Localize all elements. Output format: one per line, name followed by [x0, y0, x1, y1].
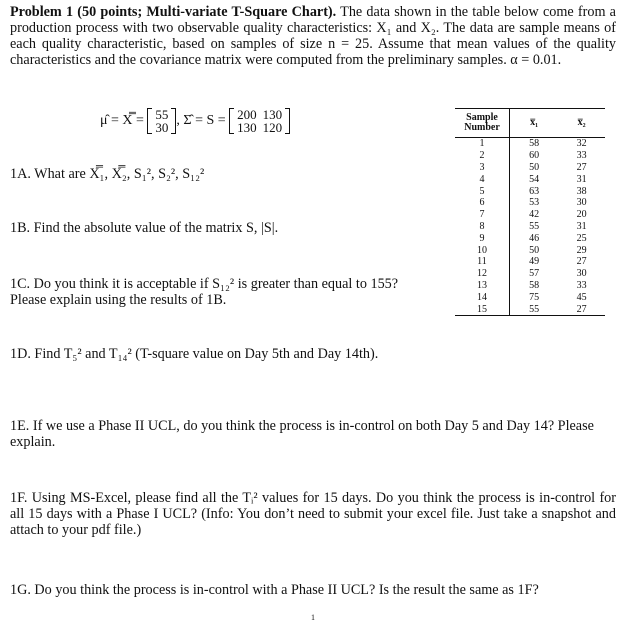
table-row	[455, 232, 605, 244]
question-1g: 1G. Do you think the process is in-control with a Phase II UCL? Is the result the same as 1F?	[10, 582, 539, 598]
x2bar-cell: 33	[576, 279, 587, 291]
sample-number-cell: 7	[455, 209, 510, 221]
question-1c	[10, 276, 450, 308]
x1bar-cell: 55	[529, 220, 540, 232]
x2bar-cell: 27	[576, 161, 587, 173]
parameter-formula	[100, 108, 290, 148]
x1bar-cell: 50	[529, 161, 540, 173]
table-row	[455, 221, 605, 233]
question-1c-line1: 1C. Do you think it is acceptable if S₁₂² is greater than equal to 155?	[10, 276, 399, 292]
x2bar-cell: 38	[576, 185, 587, 197]
header-sample-number: Sample Number	[455, 109, 510, 138]
x1bar-cell: 54	[529, 173, 540, 185]
x1bar-cell: 57	[529, 268, 540, 280]
problem-intro	[10, 4, 616, 68]
page-mark: 1	[311, 613, 315, 622]
x1bar-cell: 49	[529, 256, 540, 268]
table-row	[455, 138, 605, 150]
question-1d: 1D. Find T₅² and T₁₄² (T-square value on Day 5th and Day 14th).	[10, 346, 379, 362]
covariance-cell: 130	[237, 120, 257, 135]
x2bar-cell: 45	[576, 291, 587, 303]
covariance-cell: 200	[237, 107, 257, 122]
sample-number-cell: 10	[455, 244, 510, 256]
sample-number-cell: 12	[455, 268, 510, 280]
covariance-cell: 120	[262, 120, 283, 135]
sample-number-cell: 4	[455, 173, 510, 185]
mean-vector-cell: 55	[155, 107, 169, 122]
problem-description: The data shown in the table below come from a production process with two observable quality characteristics: X₁ and X₂. The data are sample means of each quality characteristic, based on samples of size n = 25. Assume that mean values of the quality characteristics and the covariance matrix were computed from the preliminary samples. α = 0.01.	[10, 4, 616, 68]
sample-number-cell: 14	[455, 291, 510, 303]
sample-number-cell: 13	[455, 280, 510, 292]
question-1e: 1E. If we use a Phase II UCL, do you think the process is in-control on both Day 5 and Day 14? Please explain.	[10, 418, 594, 450]
sample-data-table	[455, 108, 605, 316]
sample-number-cell: 8	[455, 221, 510, 233]
sample-number-cell: 2	[455, 150, 510, 162]
x2bar-cell: 20	[576, 209, 587, 221]
table-row	[455, 244, 605, 256]
x1bar-cell: 63	[529, 185, 540, 197]
x1bar-cell: 75	[529, 291, 540, 303]
table-row	[455, 280, 605, 292]
sample-number-cell: 1	[455, 138, 510, 150]
table-row	[455, 162, 605, 174]
table-row	[455, 197, 605, 209]
x1bar-cell: 60	[529, 150, 540, 162]
x2bar-cell: 27	[576, 256, 587, 268]
x1bar-cell: 55	[510, 303, 559, 315]
question-1f: 1F. Using MS-Excel, please find all the Tᵢ² values for 15 days. Do you think the process is in-control for all 15 days with a Phase I UCL? (Info: You don’t need to submit your excel file. Just take a snapshot and attach to your pdf file.)	[10, 490, 616, 538]
table-row	[455, 303, 605, 315]
sample-number-cell: 15	[455, 303, 510, 315]
covariance-matrix	[229, 108, 290, 134]
x1bar-cell: 42	[529, 209, 540, 221]
x2bar-cell: 33	[576, 150, 587, 162]
question-1a: 1A. What are X̿₁, X̿₂, S₁², S₂², S₁₂²	[10, 166, 205, 182]
x2bar-cell: 32	[576, 138, 587, 150]
x1bar-cell: 53	[529, 197, 540, 209]
x2bar-cell: 30	[576, 268, 587, 280]
sample-number-cell: 3	[455, 162, 510, 174]
table-row	[455, 150, 605, 162]
sample-number-cell: 11	[455, 256, 510, 268]
x1bar-cell: 50	[529, 244, 540, 256]
table-body	[455, 138, 605, 316]
mu-label: μ̂ = X̿ =	[100, 113, 144, 128]
x2bar-cell: 31	[576, 220, 587, 232]
problem-title: Problem 1 (50 points; Multi-variate T-Square Chart).	[10, 4, 337, 20]
sigma-label: , Σ̂ = S =	[176, 113, 226, 128]
table-row	[455, 268, 605, 280]
x2bar-cell: 30	[576, 197, 587, 209]
table-row	[455, 209, 605, 221]
question-1b: 1B. Find the absolute value of the matrix S, |S|.	[10, 220, 279, 236]
table-row	[455, 173, 605, 185]
x1bar-cell: 58	[529, 138, 540, 150]
x1bar-cell: 46	[529, 232, 540, 244]
mean-vector-cell: 30	[155, 120, 169, 135]
mean-vector	[147, 108, 176, 134]
x2bar-cell: 31	[576, 173, 587, 185]
table-row	[455, 185, 605, 197]
x2bar-cell: 29	[576, 244, 587, 256]
header-x1bar: x̅₁	[510, 109, 559, 138]
covariance-cell: 130	[262, 107, 283, 122]
header-x2bar: x̅₂	[558, 109, 605, 138]
sample-number-cell: 9	[455, 232, 510, 244]
sample-number-cell: 6	[455, 197, 510, 209]
table-row	[455, 256, 605, 268]
sample-number-cell: 5	[455, 185, 510, 197]
question-1c-line2: Please explain using the results of 1B.	[10, 292, 227, 308]
x1bar-cell: 58	[529, 279, 540, 291]
x2bar-cell: 25	[576, 232, 587, 244]
x2bar-cell: 27	[558, 303, 605, 315]
table-row	[455, 291, 605, 303]
